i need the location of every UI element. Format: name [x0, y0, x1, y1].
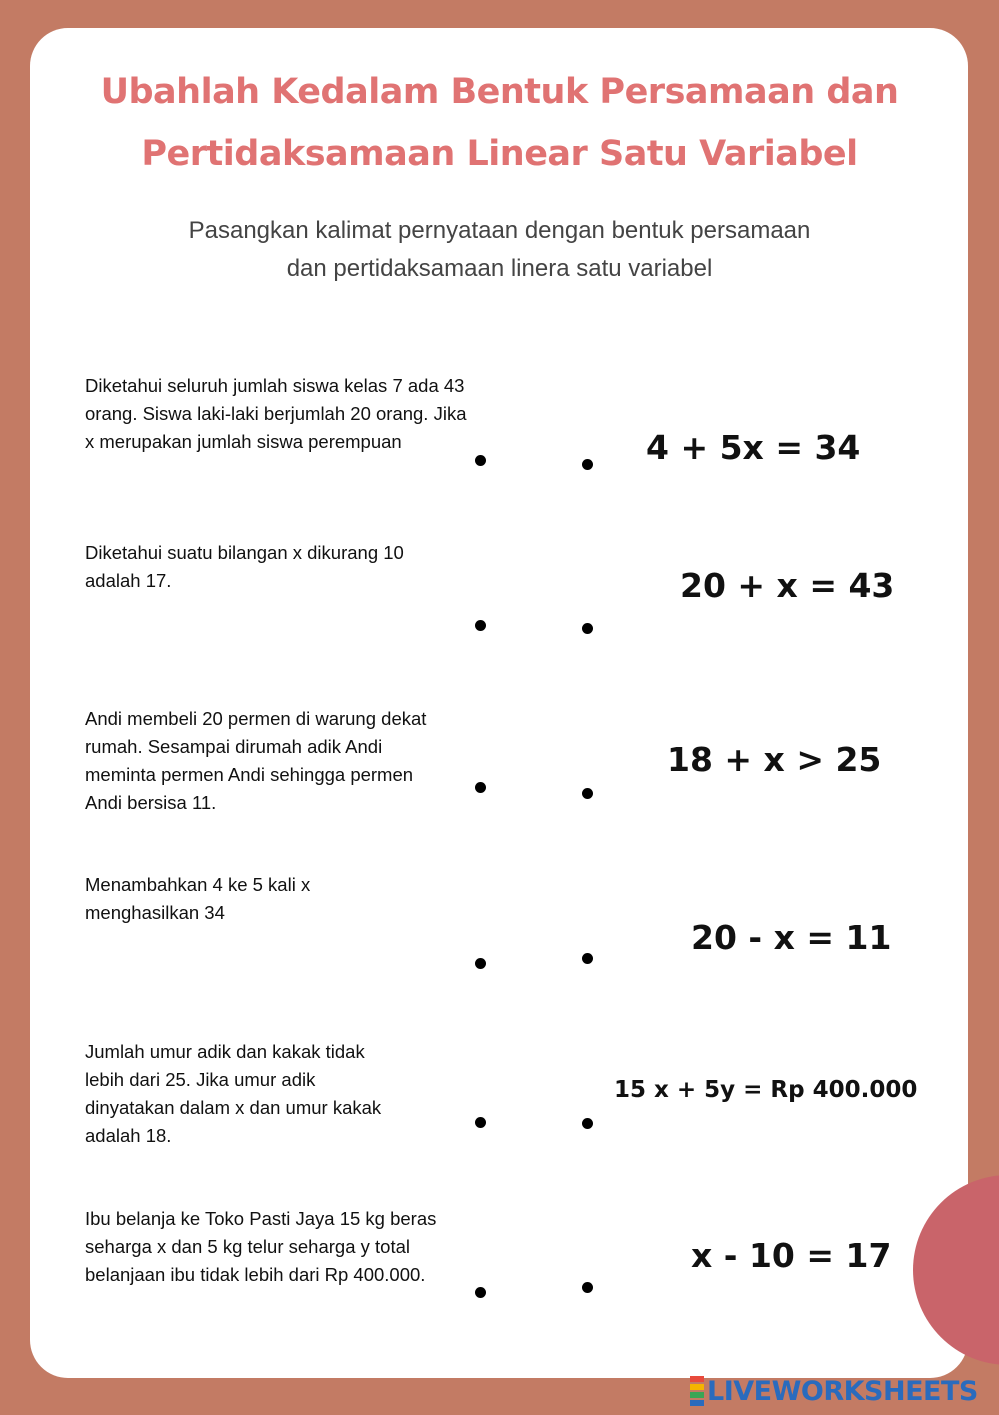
worksheet-title-line-2: Pertidaksamaan Linear Satu Variabel	[141, 134, 858, 174]
equation-5: 15 x + 5y = Rp 400.000	[614, 1077, 918, 1103]
statement-1-match-dot[interactable]	[475, 455, 486, 466]
statement-1: Diketahui seluruh jumlah siswa kelas 7 ada 43 orang. Siswa laki-laki berjumlah 20 orang. Jika x merupakan jumlah siswa perempuan	[85, 375, 467, 452]
statement-2-match-dot[interactable]	[475, 620, 486, 631]
equation-4-match-dot[interactable]	[582, 953, 593, 964]
logo-bar-blue	[690, 1400, 704, 1406]
statement-3: Andi membeli 20 permen di warung dekat rumah. Sesampai dirumah adik Andi meminta permen Andi sehingga permen Andi bersisa 11.	[85, 708, 427, 813]
statement-4: Menambahkan 4 ke 5 kali x menghasilkan 34	[85, 874, 311, 923]
equation-3: 18 + x > 25	[667, 740, 882, 779]
equation-1: 4 + 5x = 34	[646, 428, 861, 467]
equation-2: 20 + x = 43	[680, 566, 895, 605]
logo-bar-green	[690, 1392, 704, 1398]
equation-2-match-dot[interactable]	[582, 623, 593, 634]
instruction-line-1: Pasangkan kalimat pernyataan dengan bentuk persamaan	[188, 217, 811, 244]
equation-5-match-dot[interactable]	[582, 1118, 593, 1129]
equation-6-match-dot[interactable]	[582, 1282, 593, 1293]
statement-6-match-dot[interactable]	[475, 1287, 486, 1298]
equation-4: 20 - x = 11	[691, 918, 892, 957]
instruction-line-2: dan pertidaksamaan linera satu variabel	[286, 255, 713, 282]
statement-4-match-dot[interactable]	[475, 958, 486, 969]
statement-3-match-dot[interactable]	[475, 782, 486, 793]
equation-3-match-dot[interactable]	[582, 788, 593, 799]
logo-bar-yellow	[690, 1384, 704, 1390]
liveworksheets-logo-icon	[690, 1375, 704, 1407]
statement-2: Diketahui suatu bilangan x dikurang 10 adalah 17.	[85, 542, 404, 591]
worksheet-title-line-1: Ubahlah Kedalam Bentuk Persamaan dan	[100, 72, 899, 112]
logo-bar-red	[690, 1376, 704, 1382]
liveworksheets-brand[interactable]	[690, 1374, 978, 1408]
brand-text: LIVEWORKSHEETS	[707, 1375, 978, 1407]
equation-6: x - 10 = 17	[691, 1236, 892, 1275]
equation-1-match-dot[interactable]	[582, 459, 593, 470]
statement-6: Ibu belanja ke Toko Pasti Jaya 15 kg beras seharga x dan 5 kg telur seharga y total belanjaan ibu tidak lebih dari Rp 400.000.	[85, 1208, 437, 1285]
statement-5: Jumlah umur adik dan kakak tidak lebih dari 25. Jika umur adik dinyatakan dalam x dan umur kakak adalah 18.	[85, 1041, 382, 1146]
statement-5-match-dot[interactable]	[475, 1117, 486, 1128]
